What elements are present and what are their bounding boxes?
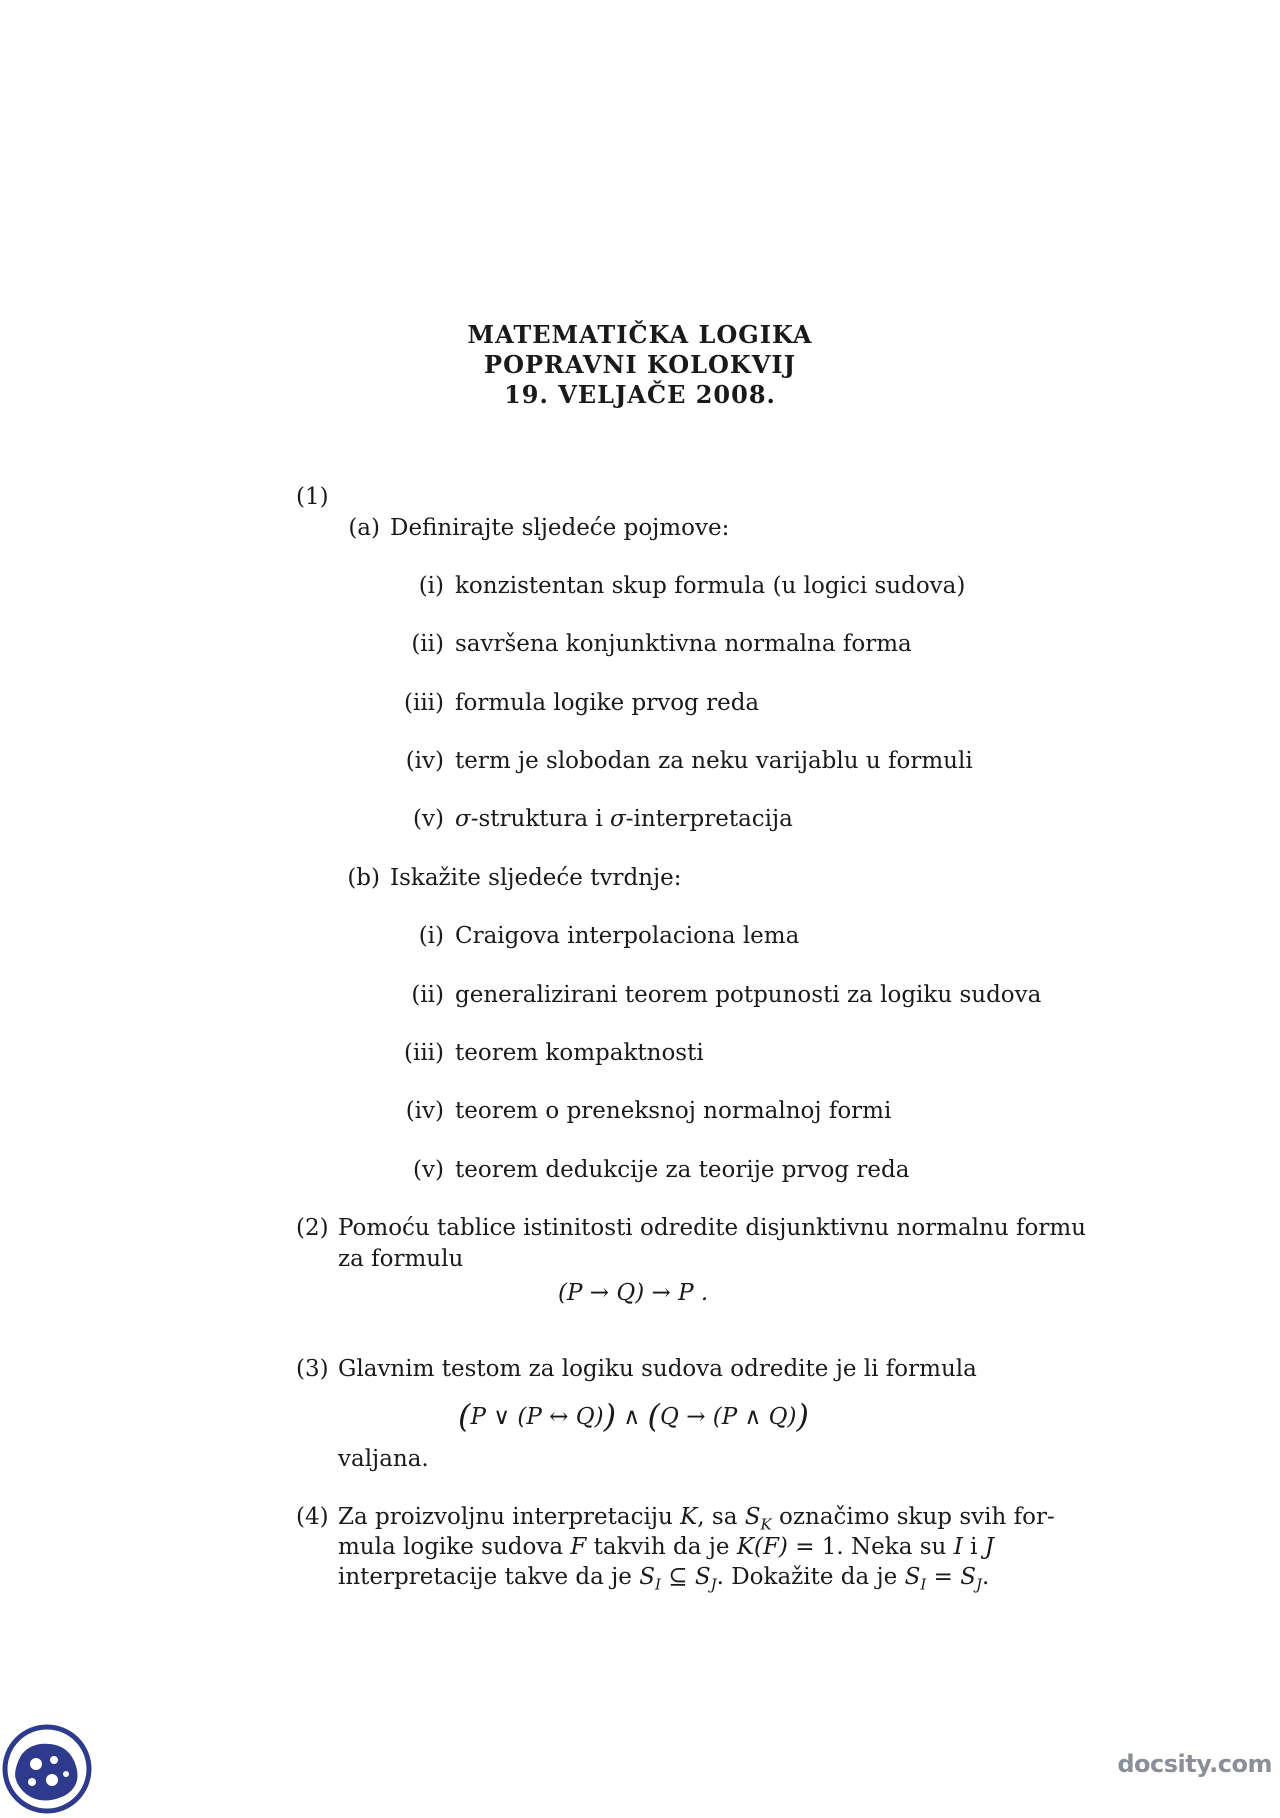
formula-right: Q → (P ∧ Q)	[660, 1404, 797, 1430]
question-1b-text: Iskažite sljedeće tvrdnje:	[390, 865, 682, 891]
list-item-label: (iii)	[403, 1040, 444, 1066]
sigma-symbol: σ	[610, 806, 626, 832]
math-subscript: K	[760, 1515, 772, 1534]
list-item: teorem o preneksnoj normalnoj formi	[455, 1098, 892, 1124]
list-item-label: (ii)	[411, 982, 444, 1008]
math-var: S	[960, 1564, 976, 1590]
question-4-line	[338, 1532, 994, 1562]
text: označimo skup svih for-	[771, 1504, 1055, 1530]
question-1b-label: (b)	[347, 865, 380, 891]
text: Za proizvoljnu interpretaciju	[338, 1504, 681, 1530]
list-item: formula logike prvog reda	[455, 690, 760, 716]
math-var: S	[639, 1564, 655, 1590]
math-var: S	[744, 1504, 761, 1530]
math-var: S	[904, 1564, 921, 1590]
text: interpretacije takve da je	[338, 1564, 640, 1590]
list-item-label: (i)	[418, 573, 444, 599]
text: , sa	[697, 1504, 745, 1530]
math-subscript: J	[975, 1575, 982, 1594]
page-subtitle: POPRAVNI KOLOKVIJ	[484, 350, 796, 379]
list-item-label: (ii)	[411, 631, 444, 657]
math-expr: K(F)	[736, 1534, 788, 1560]
question-3-formula: (P ∨ (P ↔ Q)) ∧ (Q → (P ∧ Q))	[458, 1397, 809, 1435]
question-3-text: Glavnim testom za logiku sudova odredite je li formula	[338, 1356, 977, 1382]
question-3-text: valjana.	[338, 1446, 429, 1472]
list-item-label: (i)	[418, 923, 444, 949]
docsity-brand-link[interactable]: docsity.com	[1117, 1750, 1272, 1778]
list-item: teorem dedukcije za teorije prvog reda	[455, 1157, 910, 1183]
question-4-line: interpretacije takve da je $S_I$ ⊆ $S_J$. Dokažite da je $S_I = S_J$.	[338, 1564, 990, 1594]
list-item-label: (iv)	[405, 1098, 444, 1124]
question-2-text: Pomoću tablice istinitosti odredite disjunktivnu normalnu formu	[338, 1215, 1086, 1241]
list-item: Craigova interpolaciona lema	[455, 923, 800, 949]
list-item: savršena konjunktivna normalna forma	[455, 631, 912, 657]
math-subscript: I	[920, 1575, 927, 1594]
math-relation: ⊆	[660, 1564, 695, 1590]
list-item: teorem kompaktnosti	[455, 1040, 704, 1066]
math-relation: =	[926, 1564, 961, 1590]
math-var: J	[984, 1534, 994, 1560]
math-subscript: J	[710, 1575, 717, 1594]
question-4-number: (4)	[296, 1504, 329, 1530]
docsity-logo-icon[interactable]	[2, 1724, 92, 1814]
list-item: generalizirani teorem potpunosti za logiku sudova	[455, 982, 1042, 1008]
text: . Dokažite da je	[716, 1564, 905, 1590]
math-var: K	[680, 1504, 698, 1530]
question-1-number: (1)	[296, 484, 329, 510]
question-3-number: (3)	[296, 1356, 329, 1382]
text: = 1. Neka su	[787, 1534, 954, 1560]
formula-operator: ∧	[616, 1404, 648, 1430]
list-item-label: (iv)	[405, 748, 444, 774]
question-1a-text: Definirajte sljedeće pojmove:	[390, 515, 730, 541]
text: i	[962, 1534, 985, 1560]
sigma-symbol: σ	[455, 806, 471, 832]
text: mula logike sudova	[338, 1534, 571, 1560]
list-item: konzistentan skup formula (u logici sudova)	[455, 573, 966, 599]
math-subscript: I	[654, 1575, 661, 1594]
math-var: S	[694, 1564, 711, 1590]
question-2-text: za formulu	[338, 1246, 464, 1272]
list-item-label: (iii)	[403, 690, 444, 716]
page-date: 19. VELJAČE 2008.	[504, 380, 776, 409]
list-item	[455, 804, 793, 834]
list-item-label: (v)	[413, 1157, 444, 1183]
list-item-text: -struktura i	[470, 806, 611, 832]
question-2-number: (2)	[296, 1215, 329, 1241]
math-var: F	[570, 1534, 587, 1560]
text: takvih da je	[586, 1534, 737, 1560]
list-item: term je slobodan za neku varijablu u formuli	[455, 748, 973, 774]
list-item-text: -interpretacija	[625, 806, 793, 832]
question-2-formula: (P → Q) → P .	[558, 1280, 709, 1306]
list-item-label: (v)	[413, 806, 444, 832]
question-1a-label: (a)	[348, 515, 380, 541]
math-var: I	[953, 1534, 963, 1560]
page-title: MATEMATIČKA LOGIKA	[467, 320, 813, 349]
formula-left: P ∨ (P ↔ Q)	[470, 1404, 604, 1430]
